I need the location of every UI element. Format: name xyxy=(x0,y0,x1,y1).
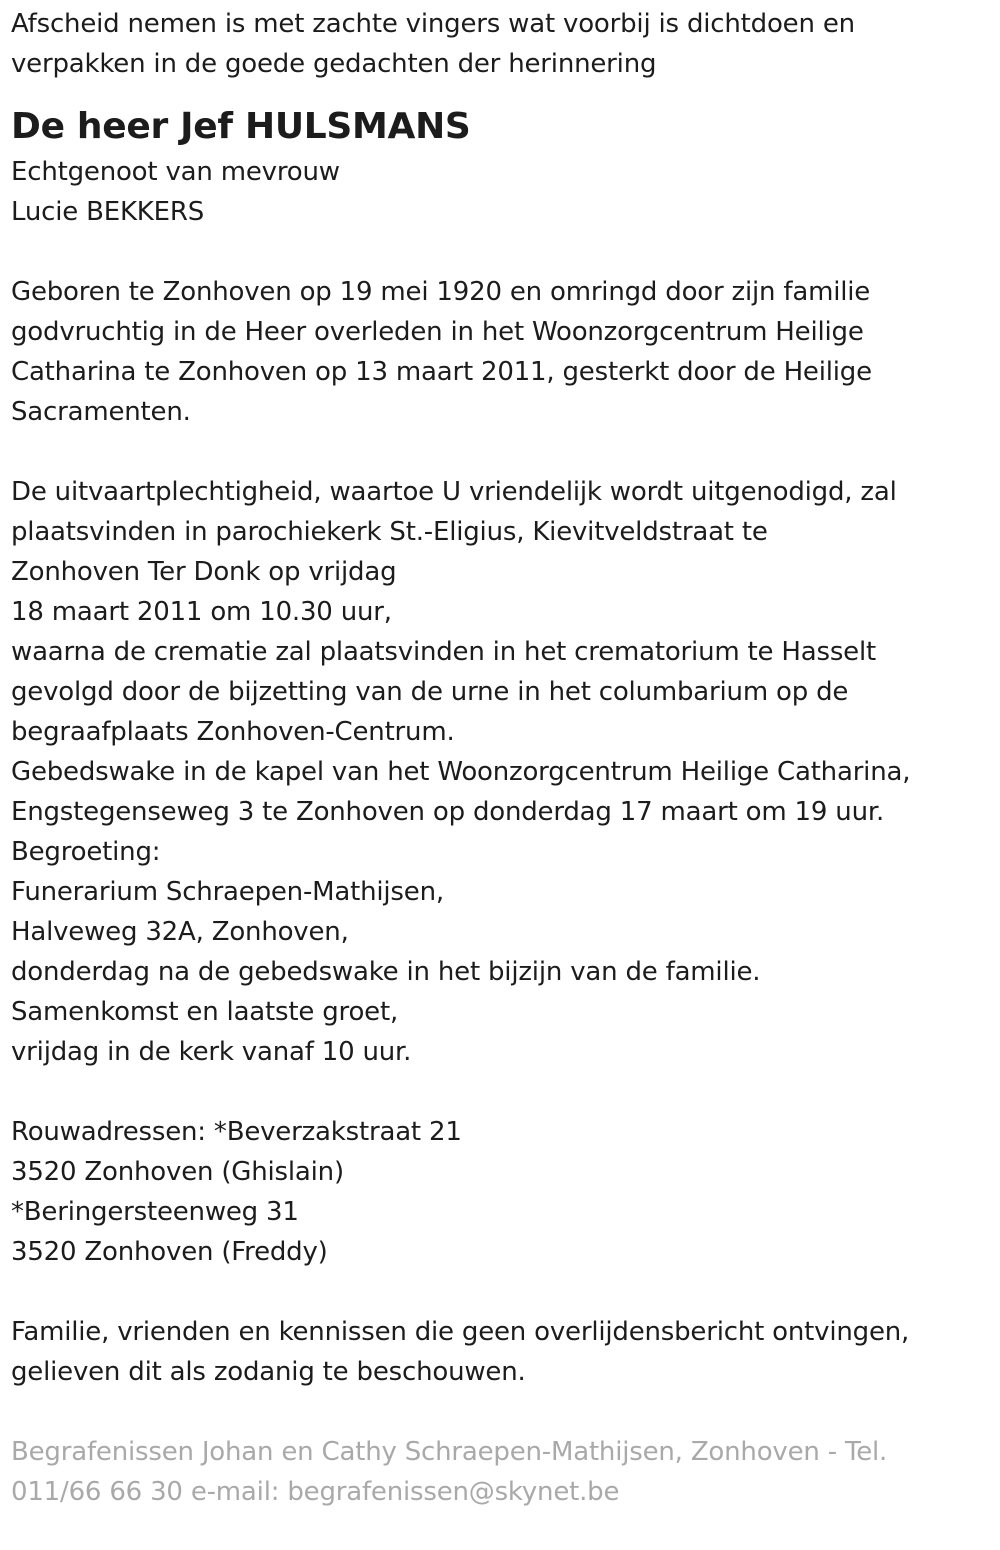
notice-paragraph xyxy=(11,1312,986,1392)
footer-line: 011/66 66 30 e-mail: begrafenissen@skynet.be xyxy=(11,1477,620,1507)
paragraph-line: 18 maart 2011 om 10.30 uur, xyxy=(11,597,392,627)
paragraph-line: Zonhoven Ter Donk op vrijdag xyxy=(11,557,397,587)
paragraph-line: Gebedswake in de kapel van het Woonzorgcentrum Heilige Catharina, xyxy=(11,757,911,787)
obituary-notice xyxy=(11,4,986,1512)
address-line: Rouwadressen: *Beverzakstraat 21 xyxy=(11,1117,462,1147)
paragraph-line: godvruchtig in de Heer overleden in het Woonzorgcentrum Heilige xyxy=(11,317,864,347)
paragraph-line: Samenkomst en laatste groet, xyxy=(11,997,399,1027)
spouse-name: Lucie BEKKERS xyxy=(11,197,205,227)
paragraph-line: De uitvaartplechtigheid, waartoe U vriendelijk wordt uitgenodigd, zal xyxy=(11,477,897,507)
paragraph-line: Begroeting: xyxy=(11,837,161,867)
spouse-line: Echtgenoot van mevrouw xyxy=(11,157,340,187)
paragraph-line: Funerarium Schraepen-Mathijsen, xyxy=(11,877,444,907)
footer-line: Begrafenissen Johan en Cathy Schraepen-Mathijsen, Zonhoven - Tel. xyxy=(11,1437,888,1467)
funeral-paragraph xyxy=(11,472,986,1072)
paragraph-line: plaatsvinden in parochiekerk St.-Eligius, Kievitveldstraat te xyxy=(11,517,768,547)
address-line: *Beringersteenweg 31 xyxy=(11,1197,299,1227)
paragraph-line: Familie, vrienden en kennissen die geen overlijdensbericht ontvingen, xyxy=(11,1317,910,1347)
paragraph-line: Sacramenten. xyxy=(11,397,191,427)
address-line: 3520 Zonhoven (Ghislain) xyxy=(11,1157,344,1187)
paragraph-line: waarna de crematie zal plaatsvinden in het crematorium te Hasselt xyxy=(11,637,876,667)
paragraph-line: Engstegenseweg 3 te Zonhoven op donderdag 17 maart om 19 uur. xyxy=(11,797,885,827)
paragraph-line: gelieven dit als zodanig te beschouwen. xyxy=(11,1357,526,1387)
paragraph-line: Halveweg 32A, Zonhoven, xyxy=(11,917,349,947)
deceased-name: De heer Jef HULSMANS xyxy=(11,106,471,147)
paragraph-line: Catharina te Zonhoven op 13 maart 2011, gesterkt door de Heilige xyxy=(11,357,872,387)
address-line: 3520 Zonhoven (Freddy) xyxy=(11,1237,328,1267)
birth-death-paragraph xyxy=(11,272,986,432)
paragraph-line: vrijdag in de kerk vanaf 10 uur. xyxy=(11,1037,412,1067)
opening-quote xyxy=(11,4,986,84)
quote-line: Afscheid nemen is met zachte vingers wat voorbij is dichtdoen en xyxy=(11,9,855,39)
paragraph-line: donderdag na de gebedswake in het bijzijn van de familie. xyxy=(11,957,761,987)
paragraph-line: Geboren te Zonhoven op 19 mei 1920 en omringd door zijn familie xyxy=(11,277,871,307)
funeral-home-footer xyxy=(11,1432,986,1512)
paragraph-line: begraafplaats Zonhoven-Centrum. xyxy=(11,717,455,747)
quote-line: verpakken in de goede gedachten der herinnering xyxy=(11,49,657,79)
mourning-addresses xyxy=(11,1112,986,1272)
paragraph-line: gevolgd door de bijzetting van de urne in het columbarium op de xyxy=(11,677,849,707)
spouse-block xyxy=(11,152,986,232)
